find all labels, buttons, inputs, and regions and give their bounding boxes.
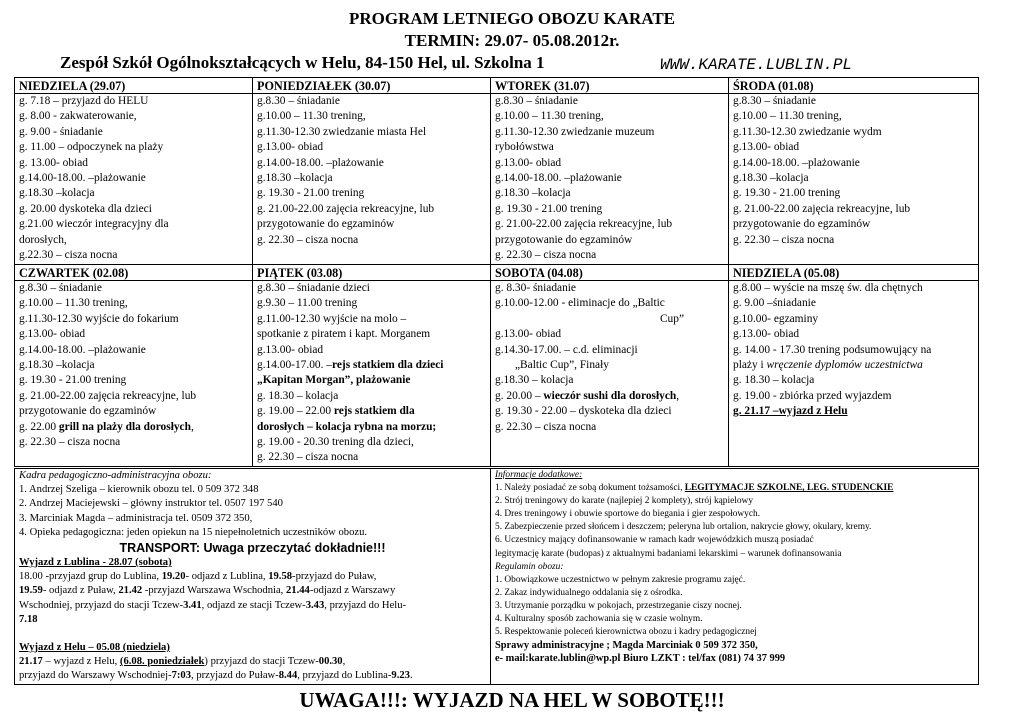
day-header: ŚRODA (01.08) xyxy=(729,78,979,94)
schedule-line: g.10.00 – 11.30 trening, xyxy=(257,110,366,123)
schedule-line: 3. Utrzymanie porządku w pokojach, przestrzeganie ciszy nocnej. xyxy=(495,600,742,611)
day-schedule xyxy=(253,94,491,265)
schedule-line: g.13.00- obiad xyxy=(495,156,562,169)
schedule-line: „Baltic Cup”, Finały xyxy=(515,359,609,372)
schedule-line: g. 9.00 - śniadanie xyxy=(19,125,103,138)
staff-transport-cell xyxy=(15,469,491,685)
schedule-line: g.13.00- obiad xyxy=(19,328,86,341)
schedule-line: g. 21.17 –wyjazd z Helu xyxy=(733,405,848,418)
schedule-line: g.11.30-12.30 wyjście do fokarium xyxy=(19,312,179,325)
day-header: NIEDZIELA (05.08) xyxy=(729,265,979,281)
schedule-line: 3. Marciniak Magda – administracja tel. 0509 372 350, xyxy=(19,512,253,524)
schedule-line: g. 7.18 – przyjazd do HELU xyxy=(19,95,149,107)
day-schedule xyxy=(15,94,253,265)
transport-line: 7.18 xyxy=(19,613,38,625)
schedule-line: 5. Respektowanie poleceń kierownictwa obozu i kadry pedagogicznej xyxy=(495,627,757,638)
day-header: CZWARTEK (02.08) xyxy=(15,265,253,281)
schedule-line: g. 22.30 – cisza nocna xyxy=(257,233,359,246)
rules-heading: Regulamin obozu: xyxy=(495,561,564,572)
return-title: Wyjazd z Helu – 05.08 (niedziela) xyxy=(19,642,170,654)
departure-warning: UWAGA!!!: WYJAZD NA HEL W SOBOTĘ!!! xyxy=(299,688,725,712)
schedule-line: spotkanie z piratem i kapt. Morganem xyxy=(257,328,431,341)
day-schedule xyxy=(491,281,729,467)
departure-title: Wyjazd z Lublina - 28.07 (sobota) xyxy=(19,557,172,569)
schedule-line: przygotowanie do egzaminów xyxy=(733,218,871,231)
schedule-line: g.14.00-18.00. –plażowanie xyxy=(257,156,384,169)
day-schedule xyxy=(729,94,979,265)
schedule-line: g.11.30-12.30 zwiedzanie wydm xyxy=(733,125,882,138)
schedule-line: g.14.00-18.00. –plażowanie xyxy=(733,156,860,169)
schedule-line: g. 19.30 - 21.00 trening xyxy=(495,202,603,215)
schedule-line: g. 19.00 - 20.30 trening dla dzieci, xyxy=(257,436,414,449)
schedule-line: dorosłych – kolacja rybna na morzu; xyxy=(257,420,437,433)
transport-line: 18.00 -przyjazd grup do Lublina, 19.20- odjazd z Lublina, 19.58-przyjazd do Puław, xyxy=(19,571,377,583)
day-header: NIEDZIELA (29.07) xyxy=(15,78,253,94)
schedule-line: g. 22.30 – cisza nocna xyxy=(19,436,121,449)
schedule-line: g. 19.30 - 21.00 trening xyxy=(19,374,127,387)
schedule-line: g.11.30-12.30 zwiedzanie muzeum xyxy=(495,125,655,138)
schedule-line: g. 20.00 – wieczór sushi dla dorosłych, xyxy=(495,389,680,402)
day-schedule xyxy=(491,94,729,265)
schedule-line: g.18.30 –kolacja xyxy=(495,187,571,200)
schedule-line: g. 19.30 - 22.00 – dyskoteka dla dzieci xyxy=(495,405,672,418)
schedule-line: g. 19.30 - 21.00 trening xyxy=(257,187,365,200)
schedule-line: g.10.00- egzaminy xyxy=(733,312,819,325)
schedule-line: g.8.30 – śniadanie dzieci xyxy=(257,282,370,294)
schedule-line: g.8.30 – śniadanie xyxy=(495,95,578,107)
schedule-line: legitymację karate (budopas) z aktualnymi badaniami lekarskimi – warunek dofinansowania xyxy=(495,548,842,559)
schedule-line: g. 18.30 – kolacja xyxy=(733,374,815,387)
schedule-line: g. 22.30 – cisza nocna xyxy=(495,249,597,262)
schedule-line: 2. Strój treningowy do karate (najlepiej 2 komplety), strój kąpielowy xyxy=(495,496,754,507)
day-header: WTOREK (31.07) xyxy=(491,78,729,94)
schedule-line: 4. Opieka pedagogiczna: jeden opiekun na 15 niepełnoletnich uczestników obozu. xyxy=(19,526,368,538)
schedule-line: g.14.00-18.00. –plażowanie xyxy=(19,343,146,356)
transport-line: 21.17 – wyjazd z Helu, (6.08. poniedziałek) przyjazd do stacji Tczew-00.30, xyxy=(19,656,346,668)
schedule-line: g.18.30 – kolacja xyxy=(495,374,574,387)
day-header: PIĄTEK (03.08) xyxy=(253,265,491,281)
document-title: PROGRAM LETNIEGO OBOZU KARATE xyxy=(348,9,676,28)
admin-contact: Sprawy administracyjne ; Magda Marciniak 0 509 372 350, xyxy=(495,640,758,652)
schedule-line: g.8.30 – śniadanie xyxy=(257,95,340,107)
schedule-line: g. 8.00 - zakwaterowanie, xyxy=(19,110,137,123)
schedule-line: rybołówstwa xyxy=(495,141,554,154)
schedule-line: g. 13.00- obiad xyxy=(19,156,88,169)
schedule-line: g. 9.00 –śniadanie xyxy=(733,297,816,310)
schedule-line: g. 19.00 – 22.00 rejs statkiem dla xyxy=(257,405,415,418)
schedule-line: g. 20.00 dyskoteka dla dzieci xyxy=(19,202,152,215)
schedule-line: g.18.30 –kolacja xyxy=(257,172,333,185)
camp-term: TERMIN: 29.07- 05.08.2012r. xyxy=(404,31,620,50)
schedule-line: g.13.00- obiad xyxy=(257,343,324,356)
schedule-line: g.18.30 –kolacja xyxy=(733,172,809,185)
schedule-line: 2. Zakaz indywidualnego oddalania się z ośrodka. xyxy=(495,587,683,598)
schedule-line: g. 11.00 – odpoczynek na plaży xyxy=(19,141,164,154)
schedule-line: g.8.30 – śniadanie xyxy=(19,282,102,294)
schedule-line: g.8.30 – śniadanie xyxy=(733,95,816,107)
schedule-line: g. 19.30 - 21.00 trening xyxy=(733,187,841,200)
schedule-line: g.18.30 –kolacja xyxy=(19,359,95,372)
schedule-line: g.10.00 – 11.30 trening, xyxy=(733,110,842,123)
schedule-line: 5. Zabezpieczenie przed słońcem i deszczem; peleryna lub ortalion, nakrycie głowy, okulary, kremy. xyxy=(495,522,872,533)
schedule-line: g.18.30 –kolacja xyxy=(19,187,95,200)
schedule-line: g.11.30-12.30 zwiedzanie miasta Hel xyxy=(257,125,427,138)
schedule-line: g.10.00 – 11.30 trening, xyxy=(19,297,128,310)
transport-line: Wschodniej, przyjazd do stacji Tczew-3.41, odjazd ze stacji Tczew-3.43, przyjazd do Helu- xyxy=(19,599,407,611)
info-line: 1. Należy posiadać ze sobą dokument tożsamości, LEGITYMACJE SZKOLNE, LEG. STUDENCKIE xyxy=(495,483,894,494)
schedule-line: 2. Andrzej Maciejewski – główny instruktor tel. 0507 197 540 xyxy=(19,498,283,510)
schedule-line: g.10.00-12.00 - eliminacje do „Baltic xyxy=(495,297,665,310)
schedule-line: g.14.30-17.00. – c.d. eliminacji xyxy=(495,343,638,356)
schedule-line: g. 21.00-22.00 zajęcia rekreacyjne, lub xyxy=(733,202,911,215)
schedule-line: g.13.00- obiad xyxy=(495,328,562,341)
transport-line: 19.59- odjazd z Puław, 21.42 -przyjazd Warszawa Wschodnia, 21.44-odjazd z Warszawy xyxy=(19,585,396,597)
schedule-line: g.13.00- obiad xyxy=(257,141,324,154)
day-schedule xyxy=(15,281,253,467)
schedule-line: g. 21.00-22.00 zajęcia rekreacyjne, lub xyxy=(19,389,197,402)
schedule-line: 1. Obowiązkowe uczestnictwo w pełnym zakresie programu zajęć. xyxy=(495,574,746,585)
schedule-line: g.13.00- obiad xyxy=(733,141,800,154)
day-schedule xyxy=(729,281,979,467)
schedule-table xyxy=(14,77,979,467)
venue-address: Zespół Szkół Ogólnokształcących w Helu, 84-150 Hel, ul. Szkolna 1 xyxy=(60,53,545,72)
schedule-line: g. 22.30 – cisza nocna xyxy=(495,420,597,433)
day-schedule xyxy=(253,281,491,467)
transport-heading: TRANSPORT: Uwaga przeczytać dokładnie!!! xyxy=(119,541,386,556)
schedule-line: „Kapitan Morgan”, plażowanie xyxy=(257,374,411,387)
schedule-line: dorosłych, xyxy=(19,233,67,246)
schedule-line: g. 21.00-22.00 zajęcia rekreacyjne, lub xyxy=(257,202,435,215)
schedule-line: g.8.00 – wyście na mszę św. dla chętnych xyxy=(733,282,923,294)
website-url: WWW.KARATE.LUBLIN.PL xyxy=(660,56,853,74)
day-header: PONIEDZIAŁEK (30.07) xyxy=(253,78,491,94)
schedule-line: g. 14.00 - 17.30 trening podsumowujący na xyxy=(733,343,932,356)
staff-heading: Kadra pedagogiczno-administracyjna obozu: xyxy=(19,470,212,481)
schedule-line: g. 19.00 - zbiórka przed wyjazdem xyxy=(733,389,892,402)
schedule-line: g. 21.00-22.00 zajęcia rekreacyjne, lub xyxy=(495,218,673,231)
schedule-line: g.11.00-12.30 wyjście na molo – xyxy=(257,312,407,325)
schedule-line: g.22.30 – cisza nocna xyxy=(19,249,118,262)
schedule-line: 4. Kulturalny sposób zachowania się w czasie wolnym. xyxy=(495,614,703,625)
email-contact: e- mail:karate.lublin@wp.pl Biuro LZKT : tel/fax (081) 74 37 999 xyxy=(495,653,786,665)
schedule-line: g.14.00-18.00. –plażowanie xyxy=(19,172,146,185)
schedule-line: g. 18.30 – kolacja xyxy=(257,389,339,402)
schedule-line: 4. Dres treningowy i obuwie sportowe do biegania i gier zespołowych. xyxy=(495,509,761,520)
schedule-line: g.21.00 wieczór integracyjny dla xyxy=(19,218,169,231)
schedule-line: g. 22.00 grill na plaży dla dorosłych, xyxy=(19,420,194,433)
schedule-line: 6. Uczestnicy mający dofinansowanie w ramach kadr wojewódzkich muszą posiadać xyxy=(495,535,814,546)
schedule-line: g. 8.30- śniadanie xyxy=(495,282,576,294)
schedule-line: Cup” xyxy=(659,312,684,325)
info-heading: Informacje dodatkowe: xyxy=(495,470,583,480)
info-cell xyxy=(491,469,979,685)
schedule-line: 1. Andrzej Szeliga – kierownik obozu tel. 0 509 372 348 xyxy=(19,484,259,496)
schedule-line: g.14.00-17.00. –rejs statkiem dla dzieci xyxy=(257,359,444,372)
schedule-line: plaży i wręczenie dyplomów uczestnictwa xyxy=(733,359,923,372)
schedule-line: g.13.00- obiad xyxy=(733,328,800,341)
schedule-line: przygotowanie do egzaminów xyxy=(257,218,395,231)
schedule-line: g.10.00 – 11.30 trening, xyxy=(495,110,604,123)
schedule-line: g. 22.30 – cisza nocna xyxy=(257,451,359,464)
schedule-line: przygotowanie do egzaminów xyxy=(495,233,633,246)
transport-line: przyjazd do Warszawy Wschodniej-7:03, przyjazd do Puław-8.44, przyjazd do Lublina-9.23. xyxy=(19,670,413,682)
day-header: SOBOTA (04.08) xyxy=(491,265,729,281)
schedule-line: przygotowanie do egzaminów xyxy=(19,405,157,418)
schedule-line: g.14.00-18.00. –plażowanie xyxy=(495,172,622,185)
schedule-line: g.9.30 – 11.00 trening xyxy=(257,297,358,310)
schedule-line: g. 22.30 – cisza nocna xyxy=(733,233,835,246)
info-table xyxy=(14,468,979,685)
